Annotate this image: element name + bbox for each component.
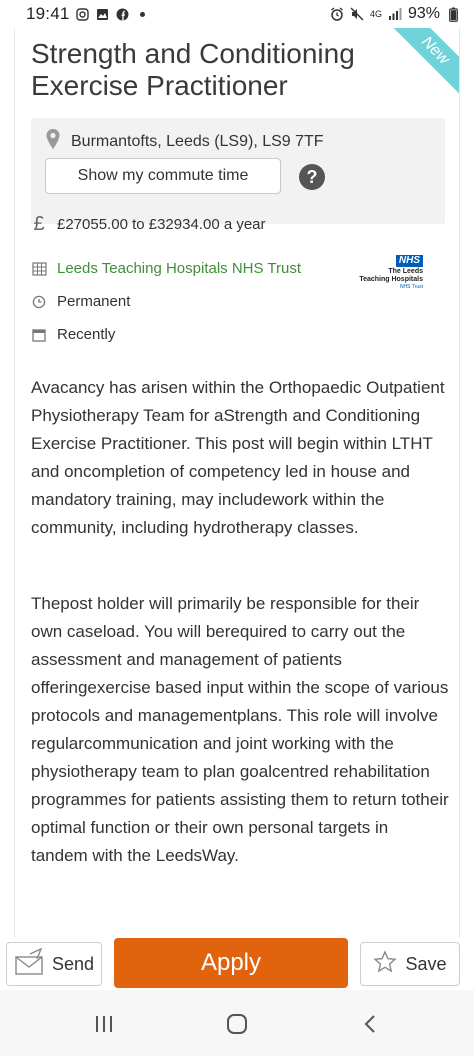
action-bar	[0, 938, 474, 990]
send-icon	[14, 948, 46, 981]
pound-icon: £	[33, 213, 45, 235]
recent-apps-icon[interactable]	[84, 1012, 124, 1036]
status-bar	[0, 0, 474, 28]
building-icon	[31, 261, 47, 277]
location-box	[31, 118, 445, 224]
employer-logo	[359, 250, 423, 290]
network-label: 4G	[369, 8, 382, 19]
gallery-icon	[96, 7, 110, 21]
system-nav-bar	[0, 990, 474, 1056]
instagram-icon	[76, 7, 90, 21]
save-label: Save	[405, 953, 447, 974]
battery-icon	[446, 7, 460, 21]
description-paragraph-2: Thepost holder will primarily be responsible for their own caseload. You will berequired to carry out the assessment and management of patients offeringexercise based input within the scope of various protocols and managementplans. This role will involve regularcommunication and joint working with the physiotherapy team to plan goalcentred rehabilitation programmes for patients assisting them to return totheir optimal function or their own personal targets in tandem with the LeedsWay.	[31, 594, 449, 865]
alarm-icon	[330, 7, 344, 21]
job-card	[14, 28, 460, 938]
salary-row	[31, 213, 266, 235]
posted-row	[31, 326, 115, 343]
home-icon[interactable]	[217, 1012, 257, 1036]
description-paragraph-1: Avacancy has arisen within the Orthopaedic Outpatient Physiotherapy Team for aStrength and Conditioning Exercise Practitioner. This post will begin within LTHT and oncompletion of competency led in house and mandatory training, may includework within the community, including hydrotherapy classes.	[31, 378, 445, 537]
apply-button[interactable]: Apply	[114, 938, 348, 988]
posted-text: Recently	[57, 326, 116, 343]
commute-time-button[interactable]: Show my commute time	[45, 158, 281, 194]
more-notifications-icon	[140, 12, 145, 17]
employer-row[interactable]	[31, 260, 301, 277]
clock-icon	[31, 294, 47, 310]
status-right	[330, 5, 460, 23]
logo-line-3: NHS Trust	[399, 284, 423, 290]
send-label: Send	[51, 953, 95, 974]
logo-line-1: The Leeds	[388, 268, 423, 275]
new-badge: New	[390, 28, 460, 96]
help-icon[interactable]: ?	[299, 164, 325, 190]
status-time: 19:41	[26, 4, 70, 23]
calendar-icon	[31, 327, 47, 343]
location-row	[45, 128, 324, 155]
send-button[interactable]	[6, 942, 102, 986]
employer-link[interactable]: Leeds Teaching Hospitals NHS Trust	[57, 260, 302, 277]
contract-text: Permanent	[57, 293, 131, 310]
battery-level: 93%	[407, 5, 440, 22]
location-text: Burmantofts, Leeds (LS9), LS9 7TF	[71, 132, 324, 150]
nhs-badge: NHS	[396, 255, 423, 267]
contract-row	[31, 293, 130, 310]
logo-line-2: Teaching Hospitals	[359, 276, 423, 283]
back-icon[interactable]	[350, 1012, 390, 1036]
mute-icon	[350, 7, 364, 21]
facebook-icon	[116, 7, 130, 21]
location-pin-icon	[45, 128, 61, 155]
job-title: Strength and Conditioning Exercise Practitioner	[31, 38, 355, 101]
star-icon	[373, 950, 397, 979]
save-button[interactable]	[360, 942, 460, 986]
status-left	[26, 4, 145, 24]
signal-icon	[388, 7, 402, 21]
salary-text: £27055.00 to £32934.00 a year	[57, 216, 266, 233]
